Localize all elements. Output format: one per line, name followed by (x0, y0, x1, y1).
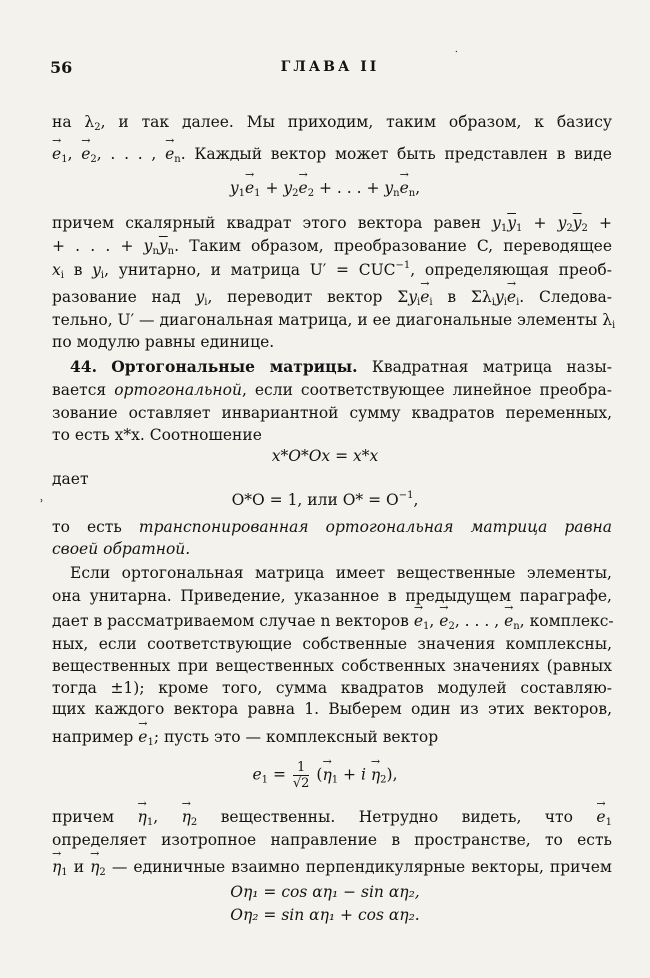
text-line: + . . . + $y_n\overline{y}_n$. Таким образом, преобразование C, переводящее (52, 237, 613, 257)
text-line: $x_i$ в $y_i$, унитарно, и матрица $U' = CUC^{-1}$, определяющая преоб- (52, 260, 612, 281)
text-line: по модулю равны единице. (52, 333, 275, 351)
text-line: причем → $\eta_1$, → $\eta_2$ вещественны. Нетрудно видеть, что → $e_1$ (52, 807, 612, 827)
text-line: то есть x*x. Соотношение (52, 426, 262, 444)
formula-inverse: O*O = 1, или $O* = O^{-1}$, (231, 490, 419, 509)
text-line: зование оставляет инвариантной сумму квадратов переменных, (52, 404, 612, 422)
text-line: щих каждого вектора равна 1. Выберем один из этих векторов, (52, 700, 612, 718)
page-header (50, 58, 610, 78)
formula-rotation-2: Oη₂ = sin αη₁ + cos αη₂. (230, 906, 420, 924)
text-line: → $\eta_1$ $и \to \eta_2$ — единичные взаимно перпендикулярные векторы, причем (52, 857, 612, 877)
text-line: она унитарна. Приведение, указанное в предыдущем параграфе, (52, 587, 612, 605)
text-line: разование над $y_i$, переводит вектор $\Sigma y_i\to e_i$ в $\Sigma\lambda_iy_i\to e_i$. Следова- (52, 287, 612, 307)
text-line: → $e_1$, → $e_2$, . . . , → $e_n$. Каждый вектор может быть представлен в виде (52, 144, 612, 164)
section-title: Ортогональные матрицы. (111, 357, 358, 376)
text-line: например → $e_1$; пусть это — комплексный вектор (52, 727, 612, 747)
text-line: вается ортогональной, если соответствующее линейное преобра- (52, 381, 612, 399)
section-heading-line: 44. Ортогональные матрицы. Квадратная матрица назы- (70, 357, 612, 376)
margin-mark: ˒ (40, 494, 44, 508)
text-line: ных, если соответствующие собственные значения комплексны, (52, 635, 612, 653)
speck-mark: ⸱ (455, 47, 458, 58)
text-line: то есть транспонированная ортогональная матрица равна (52, 518, 612, 536)
text-line: Если ортогональная матрица имеет вещественные элементы, (70, 564, 612, 582)
text-line: тельно, U′ — диагональная матрица, и ее диагональные элементы $\lambda_i$ (52, 311, 616, 331)
text-line: тогда ±1); кроме того, сумма квадратов модулей составляю- (52, 679, 612, 697)
chapter-title: ГЛАВА II (280, 59, 380, 75)
text-line: определяет изотропное направление в пространстве, то есть (52, 831, 612, 849)
text-line: вещественных при вещественных собственных значениях (равных (52, 657, 612, 675)
formula-orthogonality: x*O*Ox = x*x (271, 447, 379, 465)
text-line: дает (52, 470, 89, 488)
formula-sum: $y_1\to e_1 + y_2\to e_2$ + . . . + $y_n\to e_n$, (0, 178, 650, 198)
text-line: причем скалярный квадрат этого вектора равен $y_1\overline{y}_1 + y_2\overline{y}_2$ + (52, 214, 612, 234)
text-line: своей обратной. (52, 540, 191, 558)
formula-rotation-1: Oη₁ = cos αη₁ − sin αη₂, (230, 883, 420, 901)
formula-complex-vector: $e_1$ = $\frac{1}{√2}$ (→ $\eta_1 + i \to \eta_2$), (0, 760, 650, 791)
page-number: 56 (50, 58, 73, 77)
section-number: 44. (70, 357, 97, 376)
text-line: дает в рассматриваемом случае n векторов → $e_1$, → $e_2$, . . . , → $e_n$, комплекс- (52, 611, 612, 631)
text-line: на $\lambda_2$, и так далее. Мы приходим, таким образом, к базису (52, 113, 612, 133)
